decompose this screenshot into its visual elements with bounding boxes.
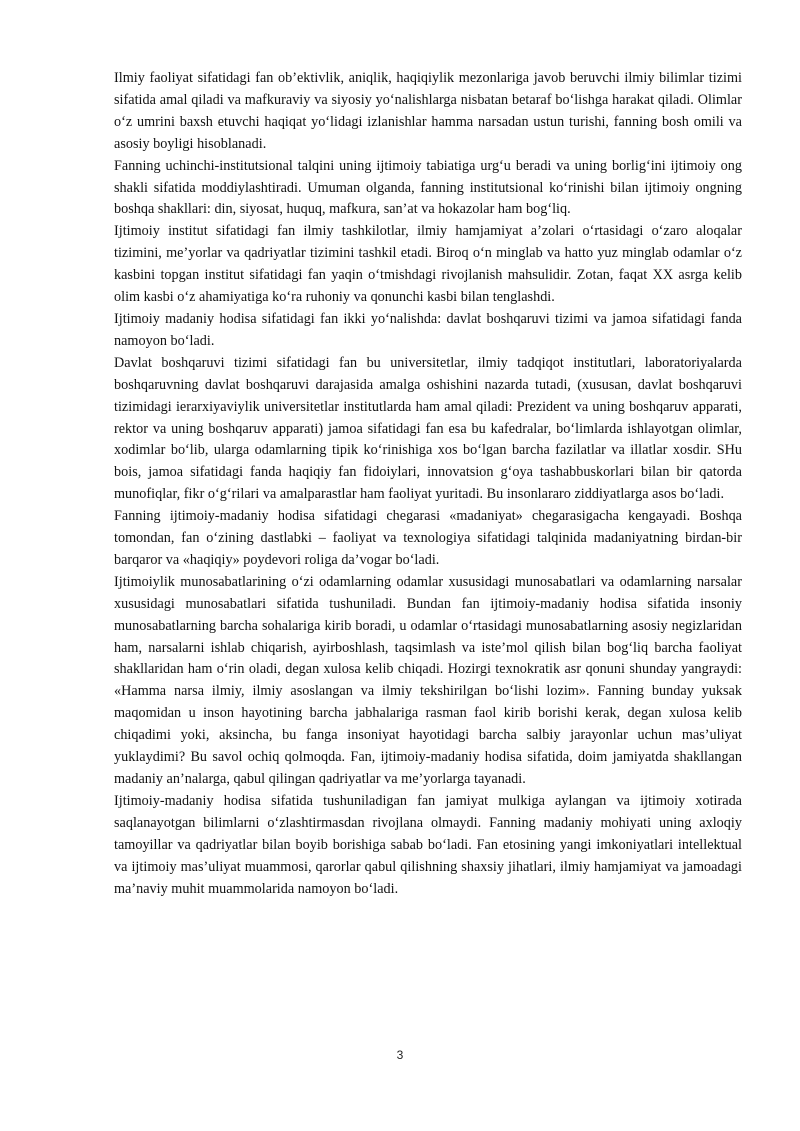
paragraph-5: Davlat boshqaruvi tizimi sifatidagi fan bu universitetlar, ilmiy tadqiqot institutlari, laboratoriyalarda boshqaruvning davlat boshqaruvi darajasida amalga oshishini nazarda tutadi, (xususan, davlat boshqaruvi tizimidagi ierarxiyaviylik universitetlar institutlarda ham amal qiladi: Prezident va uning boshqaruv apparati, rektor va uning boshqaruv apparati) jamoa sifatidagi fan esa bu kafedralar, bo‘limlarda ishlayotgan olimlar, xodimlar bo‘lib, ularga odamlarning tipik ko‘rinishiga xos bo‘lgan barcha fazilatlar va illatlar xosdir. SHu bois, jamoa sifatidagi fanda haqiqiy fan fidoiylari, innovatsion g‘oya tashabbuskorlari bilan bir qatorda munofiqlar, fikr o‘g‘rilari va amalparastlar ham faoliyat yuritadi. Bu insonlararo ziddiyatlarga asos bo‘ladi. [114, 354, 742, 503]
paragraph-1: Ilmiy faoliyat sifatidagi fan ob’ektivlik, aniqlik, haqiqiylik mezonlariga javob beruvchi ilmiy bilimlar tizimi sifatida amal qiladi va mafkuraviy va siyosiy yo‘nalishlarga nisbatan betaraf bo‘lishga harakat qiladi. Olimlar o‘z umrini baxsh etuvchi haqiqat yo‘lidagi izlanishlar hamma narsadan ustun turishi, fanning bosh omili va asosiy boyligi hisoblanadi. [114, 70, 742, 152]
paragraph-6: Fanning ijtimoiy-madaniy hodisa sifatidagi chegarasi «madaniyat» chegarasigacha kengayadi. Boshqa tomondan, fan o‘zining dastlabki – faoliyat va texnologiya sifatidagi talqinida madaniyatning birdan-bir barqaror va «haqiqiy» poydevori roliga da’vogar bo‘ladi. [114, 508, 742, 568]
document-body [114, 68, 742, 900]
paragraph-7: Ijtimoiylik munosabatlarining o‘zi odamlarning odamlar xususidagi munosabatlari va odamlarning narsalar xususidagi munosabatlari sifatida tushuniladi. Bundan fan ijtimoiy-madaniy hodisa sifatida insoniy munosabatlarning barcha sohalariga kirib boradi, u odamlar o‘rtasidagi munosabatlarning asosiy negizlaridan ham, narsalarni ishlab chiqarish, ayirboshlash, taqsimlash va iste’mol qilish bilan bog‘liq barcha faoliyat shakllaridan ham o‘rin oladi, degan xulosa kelib chiqadi. Hozirgi texnokratik asr qonuni shunday yangraydi: «Hamma narsa ilmiy, ilmiy asoslangan va ilmiy tekshirilgan bo‘lishi lozim». Fanning bunday yuksak maqomidan u inson hayotining barcha jabhalariga rasman faol kirib borishi kerak, degan xulosa kelib chiqadimi yoki, aksincha, bu fanga insoniyat hayotidagi barcha salbiy jarayonlar uchun mas’uliyat yuklaydimi? Bu savol ochiq qolmoqda. Fan, ijtimoiy-madaniy hodisa sifatida, doim jamiyatda shakllangan madaniy an’nalarga, qabul qilingan qadriyatlar va me’yorlarga tayanadi. [114, 573, 742, 787]
paragraph-2: Fanning uchinchi-institutsional talqini uning ijtimoiy tabiatiga urg‘u beradi va uning borlig‘ini ijtimoiy ong shakli sifatida moddiylashtiradi. Umuman olganda, fanning institutsional ko‘rinishi bilan ijtimoiy ongning boshqa shakllari: din, siyosat, huquq, mafkura, san’at va hokazolar ham bog‘liq. [114, 157, 742, 218]
page-number: 3 [396, 1048, 404, 1062]
paragraph-4: Ijtimoiy madaniy hodisa sifatidagi fan ikki yo‘nalishda: davlat boshqaruvi tizimi va jamoa sifatidagi fanda namoyon bo‘ladi. [114, 310, 742, 349]
paragraph-8: Ijtimoiy-madaniy hodisa sifatida tushuniladigan fan jamiyat mulkiga aylangan va ijtimoiy xotirada saqlanayotgan bilimlarni o‘zlashtirmasdan rivojlana olmaydi. Fanning madaniy mohiyati uning axloqiy tamoyillar va qadriyatlar bilan boyib borishiga sabab bo‘ladi. Fan etosining yangi imkoniyatlari intellektual va ijtimoiy mas’uliyat muammosi, qarorlar qabul qilishning shaxsiy jihatlari, ilmiy hamjamiyat va jamoadagi ma’naviy muhit muammolarida namoyon bo‘ladi. [114, 792, 742, 897]
paragraph-3: Ijtimoiy institut sifatidagi fan ilmiy tashkilotlar, ilmiy hamjamiyat a’zolari o‘rtasidagi o‘zaro aloqalar tizimini, me’yorlar va qadriyatlar tizimini tashkil etadi. Biroq o‘n minglab va hatto yuz minglab odamlar o‘z kasbini topgan institut sifatidagi fan yaqin o‘tmishdagi rivojlanish mahsulidir. Zotan, faqat XX asrga kelib olim kasbi o‘z ahamiyatiga ko‘ra ruhoniy va qonunchi kasbi bilan tenglashdi. [114, 223, 742, 306]
